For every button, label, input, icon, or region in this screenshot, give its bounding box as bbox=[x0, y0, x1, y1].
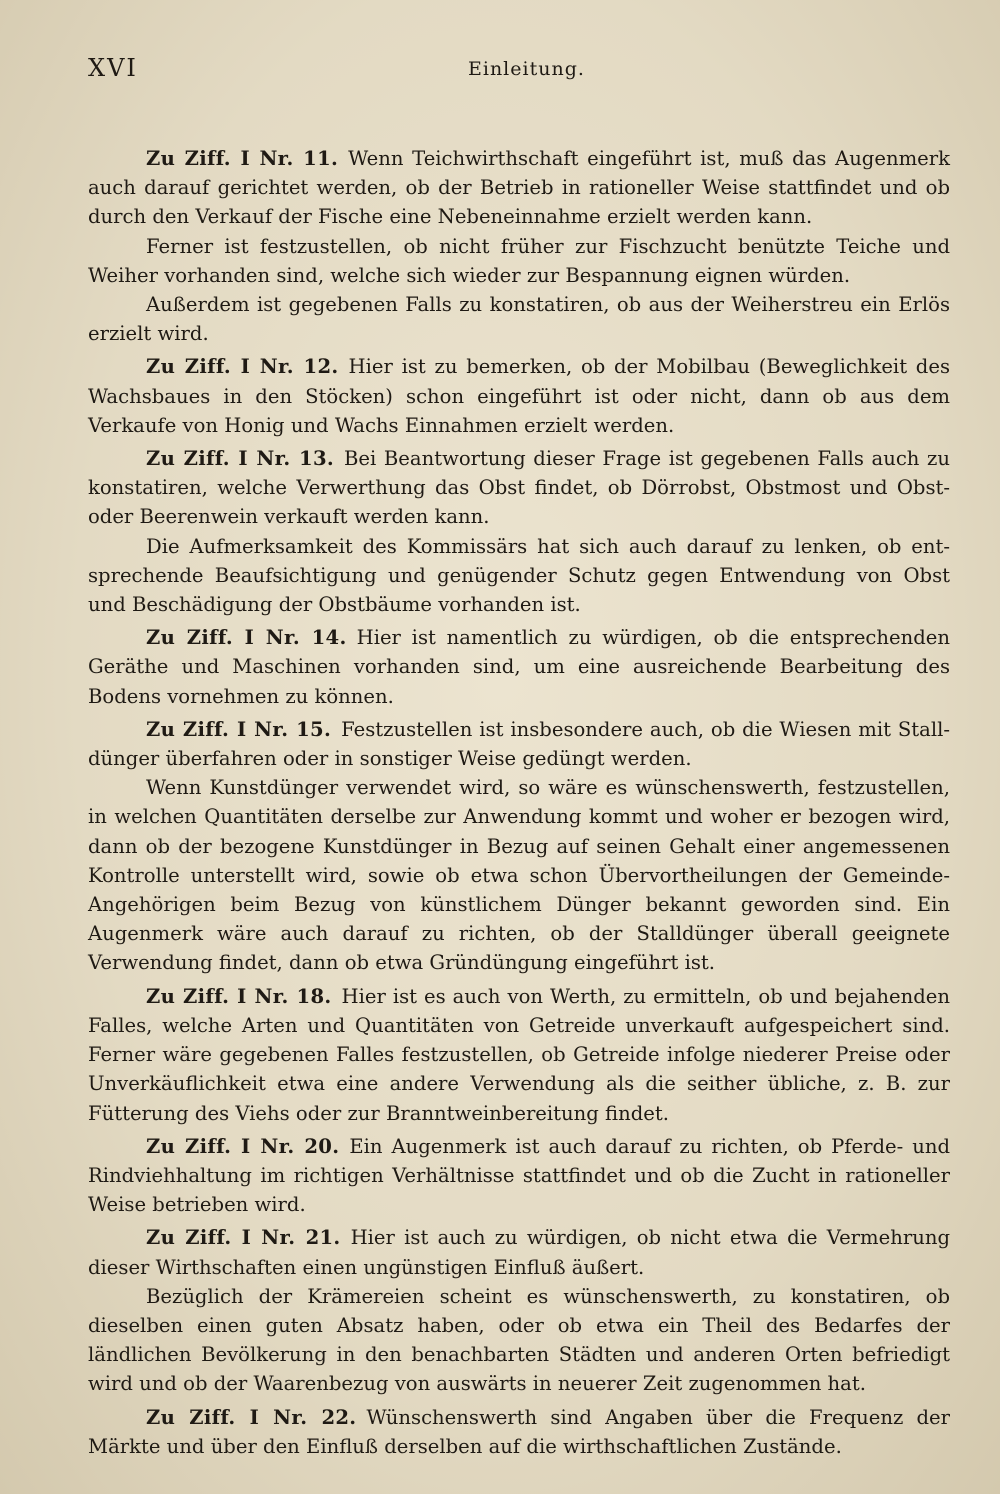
section-reference: Zu Ziff. I Nr. 21. bbox=[146, 1226, 341, 1250]
paragraph-ziff-22 bbox=[88, 1403, 950, 1461]
paragraph-ziff-14 bbox=[88, 623, 950, 711]
paragraph-ziff-20 bbox=[88, 1132, 950, 1220]
paragraph-fischzucht bbox=[88, 232, 950, 290]
paragraph-text: Hier ist zu bemerken, ob der Mobilbau (Beweglichkeit des Wachsbaues in den Stöcken) schon eingeführt ist oder nicht, dann ob aus dem Verkaufe von Honig und Wachs Einnahmen erzielt werden. bbox=[88, 355, 950, 437]
section-reference: Zu Ziff. I Nr. 12. bbox=[146, 355, 339, 379]
paragraph-weiherstreu bbox=[88, 290, 950, 348]
running-head: Einleitung. bbox=[468, 58, 585, 80]
paragraph-text: Wünschenswerth sind Angaben über die Frequenz der Märkte und über den Einfluß derselben auf die wirthschaftlichen Zustände. bbox=[88, 1405, 950, 1458]
body-text bbox=[88, 144, 950, 1461]
paragraph-kunstduenger bbox=[88, 773, 950, 977]
paragraph-text: Hier ist auch zu würdigen, ob nicht etwa die Vermehrung dieser Wirthschaften einen ungünstigen Einfluß äußert. bbox=[88, 1226, 950, 1279]
paragraph-ziff-13 bbox=[88, 444, 950, 532]
section-reference: Zu Ziff. I Nr. 20. bbox=[146, 1134, 340, 1158]
section-reference: Zu Ziff. I Nr. 11. bbox=[146, 147, 339, 170]
paragraph-text: Festzustellen ist insbesondere auch, ob die Wiesen mit Stalldünger überfahren oder in sonstiger Weise gedüngt werden. bbox=[88, 717, 950, 771]
section-reference: Zu Ziff. I Nr. 22. bbox=[146, 1405, 357, 1429]
paragraph-text: Ein Augenmerk ist auch darauf zu richten, ob Pferde- und Rindviehhaltung im richtigen Verhältnisse stattfindet und ob die Zucht in rationeller Weise betrieben wird. bbox=[88, 1134, 950, 1217]
paragraph-ziff-18 bbox=[88, 982, 950, 1128]
paragraph-text: Wenn Teichwirthschaft eingeführt ist, muß das Augenmerk auch darauf gerichtet werden, ob der Betrieb in rationeller Weise stattfindet und ob durch den Verkauf der Fische eine Nebeneinnahme erzielt werden kann. bbox=[88, 147, 950, 229]
section-reference: Zu Ziff. I Nr. 15. bbox=[146, 717, 332, 741]
paragraph-text: Außerdem ist gegebenen Falls zu konstatiren, ob aus der Weiherstreu ein Erlös erzielt wird. bbox=[88, 293, 950, 346]
paragraph-text: Hier ist es auch von Werth, zu ermitteln, ob und bejahenden Falles, welche Arten und Quantitäten von Getreide unverkauft aufgespeichert sind. Ferner wäre gegebenen Falles festzustellen, ob Getreide infolge niederer Preise oder Unverkäuflichkeit etwa eine andere Verwendung als die seither übliche, z. B. zur Fütterung des Viehs oder zur Branntweinbereitung findet. bbox=[88, 984, 950, 1125]
paragraph-text: Ferner ist festzustellen, ob nicht früher zur Fischzucht benützte Teiche und Weiher vorhanden sind, welche sich wieder zur Bespannung eignen würden. bbox=[88, 234, 950, 287]
paragraph-ziff-21 bbox=[88, 1223, 950, 1281]
paragraph-text: Bei Beantwortung dieser Frage ist gegebenen Falls auch zu konstatiren, welche Verwerthung das Obst findet, ob Dörrobst, Obstmost und Obst- oder Beerenwein verkauft werden kann. bbox=[88, 447, 950, 529]
paragraph-ziff-12 bbox=[88, 352, 950, 440]
paragraph-ziff-11 bbox=[88, 144, 950, 232]
section-reference: Zu Ziff. I Nr. 18. bbox=[146, 984, 332, 1008]
section-reference: Zu Ziff. I Nr. 14. bbox=[146, 626, 347, 650]
paragraph-text: Die Aufmerksamkeit des Kommissärs hat sich auch darauf zu lenken, ob entsprechende Beaufsichtigung und genügender Schutz gegen Entwendung von Obst und Beschädigung der Obstbäume vorhanden ist. bbox=[88, 534, 950, 617]
page-header bbox=[88, 52, 952, 96]
paragraph-text: Bezüglich der Krämereien scheint es wünschenswerth, zu konstatiren, ob dieselben einen guten Absatz haben, oder ob etwa ein Theil des Bedarfes der ländlichen Bevölkerung in den benachbarten Städten und anderen Orten befriedigt wird und ob der Waarenbezug von auswärts in neuerer Zeit zugenommen hat. bbox=[88, 1284, 950, 1396]
paragraph-text: Wenn Kunstdünger verwendet wird, so wäre es wünschenswerth, festzustellen, in welchen Quantitäten derselbe zur Anwendung kommt und woher er bezogen wird, dann ob der bezogene Kunstdünger in Bezug auf seinen Gehalt einer angemessenen Kontrolle unterstellt wird, sowie ob etwa schon Übervortheilungen der Gemeinde-Angehörigen beim Bezug von künstlichem Dünger bekannt geworden sind. Ein Augenmerk wäre auch darauf zu richten, ob der Stalldünger überall geeignete Verwendung findet, dann ob etwa Gründüngung eingeführt ist. bbox=[88, 776, 950, 975]
section-reference: Zu Ziff. I Nr. 13. bbox=[146, 447, 335, 471]
paragraph-obstschutz bbox=[88, 532, 950, 620]
paragraph-ziff-15 bbox=[88, 715, 950, 773]
paragraph-kraemereien bbox=[88, 1282, 950, 1399]
paragraph-text: Hier ist namentlich zu würdigen, ob die entsprechenden Geräthe und Maschinen vorhanden sind, um eine ausreichende Bearbeitung des Bodens vornehmen zu können. bbox=[88, 626, 950, 708]
page-number: XVI bbox=[88, 54, 138, 82]
